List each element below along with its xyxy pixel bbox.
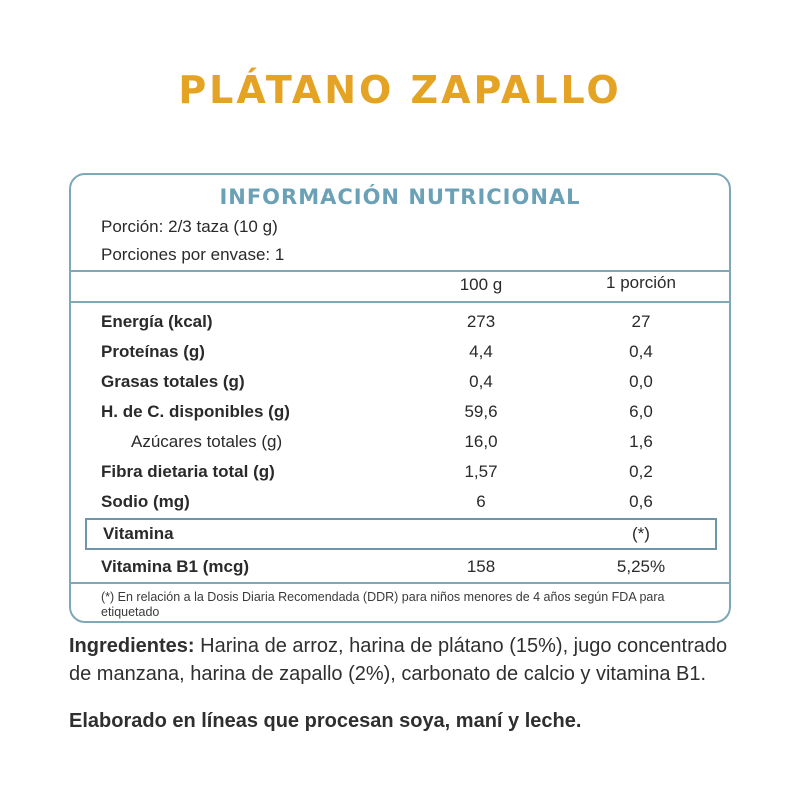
table-row xyxy=(71,312,729,342)
divider xyxy=(71,301,729,303)
value-100g: 4,4 xyxy=(469,342,493,361)
column-header-100g: 100 g xyxy=(459,275,503,294)
table-row xyxy=(71,462,729,492)
servings-label: Porciones por envase: xyxy=(101,245,271,264)
panel-title: INFORMACIÓN NUTRICIONAL xyxy=(219,185,581,209)
product-title: PLÁTANO ZAPALLO xyxy=(178,68,622,112)
divider xyxy=(71,270,729,272)
table-row xyxy=(71,342,729,372)
table-row xyxy=(71,372,729,402)
divider xyxy=(71,582,729,584)
serving-value: 2/3 taza (10 g) xyxy=(168,217,278,236)
vitamin-header-label: Vitamina xyxy=(103,524,174,543)
value-portion: 0,4 xyxy=(629,342,653,361)
value-portion: 5,25% xyxy=(616,557,666,576)
value-100g: 1,57 xyxy=(464,462,498,481)
nutrition-facts-panel xyxy=(69,173,731,623)
serving-size xyxy=(101,217,278,237)
value-portion: 27 xyxy=(631,312,651,331)
value-100g: 6 xyxy=(476,492,486,511)
table-row xyxy=(71,432,729,462)
nutrient-name: Grasas totales (g) xyxy=(101,372,245,391)
vitamin-header-note: (*) xyxy=(632,524,650,543)
value-100g: 273 xyxy=(466,312,496,331)
value-portion: 6,0 xyxy=(629,402,653,421)
serving-label: Porción: xyxy=(101,217,164,236)
value-100g: 59,6 xyxy=(464,402,498,421)
vitamin-header-row xyxy=(85,518,717,550)
nutrient-name: H. de C. disponibles (g) xyxy=(101,402,290,421)
value-100g: 158 xyxy=(466,557,496,576)
value-portion: 0,2 xyxy=(629,462,653,481)
nutrient-name: Azúcares totales (g) xyxy=(131,432,283,451)
nutrient-name: Energía (kcal) xyxy=(101,312,213,331)
nutrient-name: Sodio (mg) xyxy=(101,492,190,511)
value-portion: 0,6 xyxy=(629,492,653,511)
nutrient-name: Proteínas (g) xyxy=(101,342,205,361)
value-portion: 0,0 xyxy=(629,372,653,391)
column-header-portion: 1 porción xyxy=(606,273,676,292)
nutrient-name: Fibra dietaria total (g) xyxy=(101,462,275,481)
ingredients-label: Ingredientes: xyxy=(69,635,195,657)
table-row xyxy=(71,402,729,432)
ingredients-paragraph xyxy=(69,632,737,688)
ingredients-text: Harina de arroz, harina de plátano (15%), jugo concentrado de manzana, harina de zapallo (2%), carbonato de calcio y vitamina B1. xyxy=(69,635,728,685)
servings-per-container xyxy=(101,245,284,265)
value-100g: 0,4 xyxy=(469,372,493,391)
allergen-statement: Elaborado en líneas que procesan soya, maní y leche. xyxy=(69,710,582,732)
servings-value: 1 xyxy=(274,245,285,264)
value-portion: 1,6 xyxy=(629,432,653,451)
footnote: (*) En relación a la Dosis Diaria Recomendada (DDR) para niños menores de 4 años según FDA para etiquetado xyxy=(101,590,665,619)
nutrient-name: Vitamina B1 (mcg) xyxy=(101,557,250,576)
value-100g: 16,0 xyxy=(464,432,498,451)
